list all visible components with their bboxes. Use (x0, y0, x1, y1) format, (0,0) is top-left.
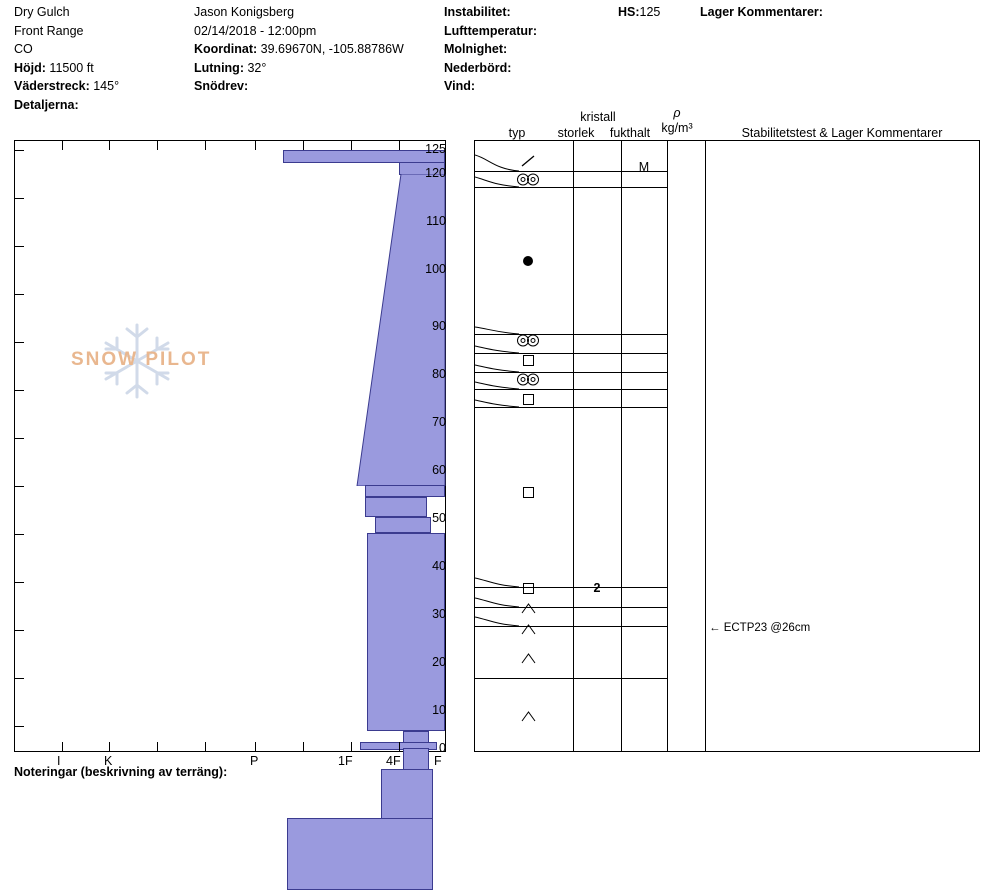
terrain-notes-label: Noteringar (beskrivning av terräng): (14, 765, 228, 779)
header-column-hs (618, 3, 708, 22)
depth-tick-label: 80 (432, 367, 446, 381)
axis-tick (109, 141, 110, 150)
header-rho: ρ (673, 106, 681, 120)
header-column-weather (444, 3, 614, 96)
axis-tick (15, 630, 24, 631)
grain-symbol-facet (511, 623, 545, 639)
grain-symbol-square (511, 582, 545, 598)
axis-tick (157, 141, 158, 150)
depth-tick-label: 0 (439, 741, 446, 755)
depth-tick-label: 110 (426, 214, 446, 228)
header-kristall: kristall (580, 110, 616, 124)
grain-symbol-precip (511, 154, 545, 171)
axis-tick (109, 742, 110, 751)
axis-tick (303, 742, 304, 751)
grain-symbol-facet (511, 602, 545, 618)
axis-tick (15, 438, 24, 439)
layer-bar (287, 818, 433, 890)
grain-symbol-rounded (511, 173, 545, 189)
header-row: Instabilitet: (444, 5, 511, 19)
grain-symbol-rounded (511, 334, 545, 350)
hardness-label: P (250, 754, 259, 768)
depth-tick-label: 70 (432, 415, 446, 429)
header-row: 02/14/2018 - 12:00pm (194, 23, 317, 38)
header-rho-units: kg/m³ (661, 121, 693, 135)
header-row: Nederbörd: (444, 60, 512, 75)
depth-tick-label: 120 (425, 166, 446, 180)
stability-test-label: ECTP23 @26cm (723, 622, 811, 634)
header-row: Höjd: 11500 ft (14, 60, 94, 75)
header-row: Snödrev: (194, 79, 249, 93)
header-row: Lufttemperatur: (444, 23, 538, 38)
axis-tick (15, 294, 24, 295)
axis-tick (15, 342, 24, 343)
depth-tick-label: 20 (432, 655, 446, 669)
depth-tick-label: 30 (432, 607, 446, 621)
header-row: CO (14, 42, 33, 56)
axis-tick (157, 742, 158, 751)
pit-header (14, 3, 980, 112)
grain-symbol-facet (511, 710, 545, 726)
grid-divider (621, 141, 622, 751)
header-row: Lager Kommentarer: (700, 5, 823, 19)
header-column-observer (194, 3, 444, 96)
grain-symbol-square (511, 486, 545, 502)
grain-symbol-rounded (511, 373, 545, 389)
depth-tick-label: 60 (432, 463, 446, 477)
axis-tick (15, 486, 24, 487)
grid-divider (667, 141, 668, 751)
depth-tick-label: 100 (425, 262, 446, 276)
header-row: HS:125 (618, 5, 661, 19)
header-row: Koordinat: 39.69670N, -105.88786W (194, 42, 404, 56)
header-row: Detaljerna: (14, 97, 79, 112)
header-row: Molnighet: (444, 42, 508, 56)
axis-tick (351, 141, 352, 150)
header-stability: Stabilitetstest & Lager Kommentarer (741, 126, 943, 140)
hardness-label: I (57, 754, 61, 768)
depth-axis (414, 140, 448, 755)
grid-column-headers (474, 106, 980, 140)
hardness-label: K (104, 754, 113, 768)
axis-tick (205, 141, 206, 150)
axis-tick (15, 582, 24, 583)
snowpilot-watermark (45, 321, 225, 401)
depth-tick-label: 50 (432, 511, 446, 525)
grid-divider (573, 141, 574, 751)
grain-size-value: 2 (593, 581, 601, 595)
hardness-label: 1F (338, 754, 353, 768)
header-row: Front Range (14, 23, 84, 38)
layer-detail-grid (474, 140, 980, 752)
arrow-left-icon: ← (709, 622, 721, 634)
depth-tick-label: 40 (432, 559, 446, 573)
axis-tick (15, 150, 24, 151)
axis-tick (62, 141, 63, 150)
grain-symbol-square (511, 393, 545, 409)
axis-tick (255, 742, 256, 751)
axis-tick (15, 534, 24, 535)
axis-tick (399, 141, 400, 150)
axis-tick (303, 141, 304, 150)
grain-symbol-dot (511, 254, 545, 271)
header-storlek: storlek (557, 126, 595, 140)
grain-symbol-facet (511, 652, 545, 668)
axis-tick (15, 198, 24, 199)
axis-tick (205, 742, 206, 751)
grain-symbol-square (511, 354, 545, 370)
axis-tick (62, 742, 63, 751)
grid-divider (705, 141, 706, 751)
axis-tick (15, 678, 24, 679)
header-column-location (14, 3, 184, 114)
axis-tick (15, 246, 24, 247)
header-row: Väderstreck: 145° (14, 79, 120, 93)
axis-tick (15, 390, 24, 391)
hardness-profile-plot (14, 140, 446, 755)
depth-tick-label: 10 (432, 703, 446, 717)
header-typ: typ (508, 126, 526, 140)
axis-tick (351, 742, 352, 751)
hardness-label: F (434, 754, 442, 768)
wetness-value: M (638, 160, 650, 174)
header-row: Dry Gulch (14, 5, 70, 19)
layer-bar (381, 769, 433, 819)
axis-tick (15, 726, 24, 727)
watermark-text: SNOW PILOT (71, 349, 212, 370)
header-row: Vind: (444, 79, 476, 93)
header-column-layer-comments (700, 3, 960, 22)
depth-tick-label: 125 (425, 142, 446, 156)
header-fukthalt: fukthalt (609, 126, 651, 140)
axis-tick (255, 141, 256, 150)
stability-test-annotation (709, 622, 810, 634)
header-row: Jason Konigsberg (194, 5, 295, 19)
header-row: Lutning: 32° (194, 60, 267, 75)
depth-tick-label: 90 (432, 319, 446, 333)
axis-tick (399, 742, 400, 751)
hardness-label: 4F (386, 754, 401, 768)
